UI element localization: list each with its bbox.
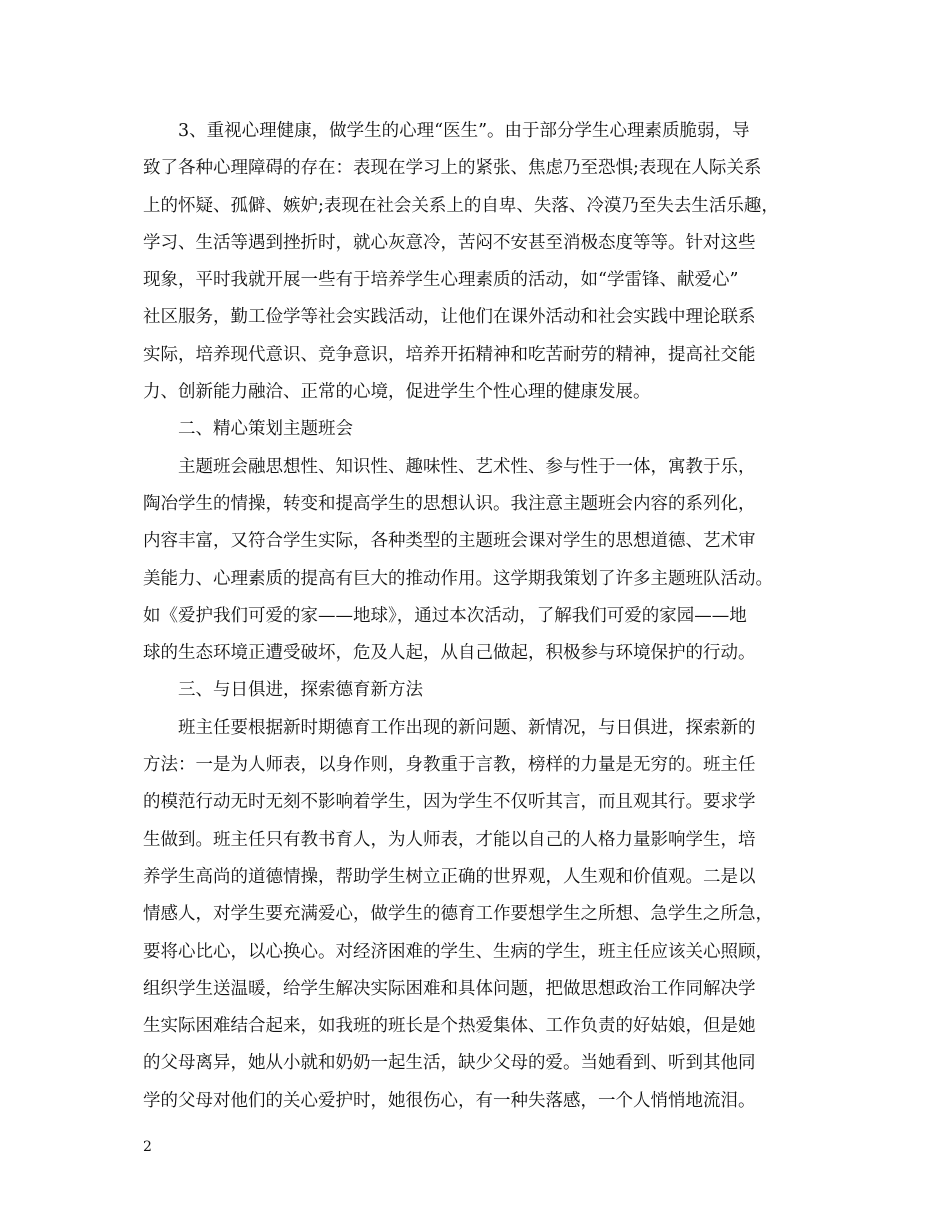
text-line: 主题班会融思想性、知识性、趣味性、艺术性、参与性于一体，寓教于乐，: [178, 456, 756, 477]
text-line: 方法：一是为人师表，以身作则，身教重于言教，榜样的力量是无穷的。班主任: [143, 755, 756, 776]
text-line: 如《爱护我们可爱的家——地球》，通过本次活动，了解我们可爱的家园——地: [143, 605, 747, 626]
text-line: 的父母离异，她从小就和奶奶一起生活，缺少父母的爱。当她看到、听到其他同: [143, 1053, 756, 1074]
text-line: 球的生态环境正遭受破坏，危及人起，从自己做起，积极参与环境保护的行动。: [143, 643, 756, 664]
text-line: 生做到。班主任只有教书育人，为人师表，才能以自己的人格力量影响学生，培: [143, 829, 756, 850]
text-line: 致了各种心理障碍的存在：表现在学习上的紧张、焦虑乃至恐惧;表现在人际关系: [143, 158, 762, 179]
page-number: 2: [143, 1139, 152, 1155]
text-line: 学习、生活等遇到挫折时，就心灰意冷，苦闷不安甚至消极态度等等。针对这些: [143, 232, 756, 253]
text-line: 内容丰富，又符合学生实际，各种类型的主题班会课对学生的思想道德、艺术审: [143, 531, 756, 552]
text-line: 生实际困难结合起来，如我班的班长是个热爱集体、工作负责的好姑娘，但是她: [143, 1016, 756, 1037]
text-line: 情感人，对学生要充满爱心，做学生的德育工作要想学生之所想、急学生之所急，: [143, 904, 773, 925]
text-line: 上的怀疑、孤僻、嫉妒;表现在社会关系上的自卑、失落、冷漠乃至失去生活乐趣，: [143, 195, 779, 216]
text-line: 要将心比心，以心换心。对经济困难的学生、生病的学生，班主任应该关心照顾，: [143, 941, 773, 962]
text-line: 3、重视心理健康，做学生的心理“医生”。由于部分学生心理素质脆弱，导: [178, 121, 750, 141]
text-line: 班主任要根据新时期德育工作出现的新问题、新情况，与日俱进，探索新的: [178, 717, 756, 738]
text-line: 三、与日俱进，探索德育新方法: [178, 680, 423, 701]
text-line: 现象，平时我就开展一些有于培养学生心理素质的活动，如“学雷锋、献爱心”: [143, 270, 739, 291]
text-line: 力、创新能力融洽、正常的心境，促进学生个性心理的健康发展。: [143, 382, 651, 403]
text-line: 学的父母对他们的关心爱护时，她很伤心，有一种失落感，一个人悄悄地流泪。: [143, 1090, 756, 1111]
text-line: 实际，培养现代意识、竞争意识，培养开拓精神和吃苦耐劳的精神，提高社交能: [143, 344, 756, 365]
text-line: 社区服务，勤工俭学等社会实践活动，让他们在课外活动和社会实践中理论联系: [143, 307, 756, 328]
text-line: 的模范行动无时无刻不影响着学生，因为学生不仅听其言，而且观其行。要求学: [143, 792, 756, 813]
text-line: 陶冶学生的情操，转变和提高学生的思想认识。我注意主题班会内容的系列化，: [143, 493, 756, 514]
text-line: 养学生高尚的道德情操，帮助学生树立正确的世界观，人生观和价值观。二是以: [143, 866, 756, 887]
text-line: 二、精心策划主题班会: [178, 419, 353, 440]
text-line: 美能力、心理素质的提高有巨大的推动作用。这学期我策划了许多主题班队活动。: [143, 568, 773, 589]
text-line: 组织学生送温暖，给学生解决实际困难和具体问题，把做思想政治工作同解决学: [143, 978, 756, 999]
document-body: [143, 113, 815, 1120]
